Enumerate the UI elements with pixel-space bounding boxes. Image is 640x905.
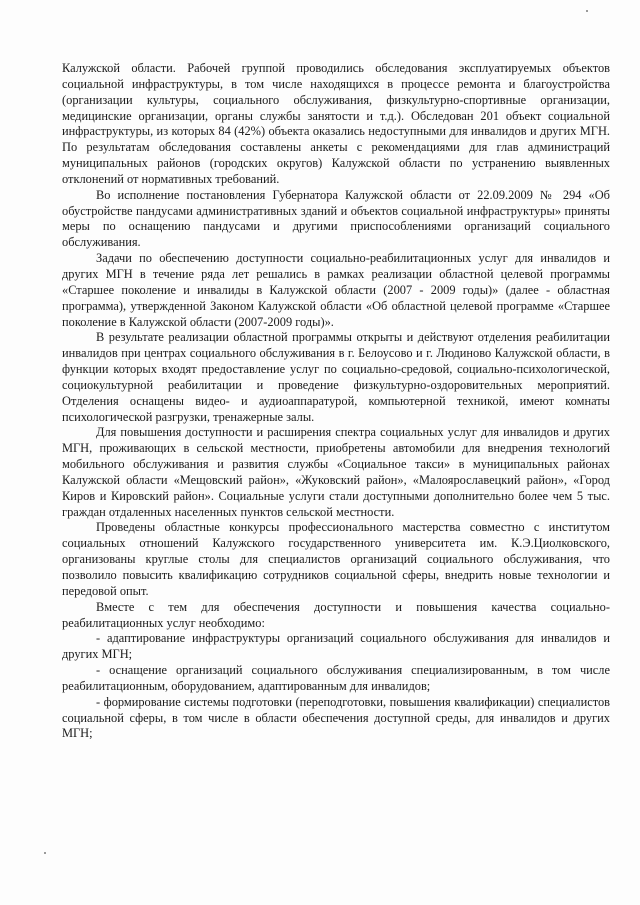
paragraph-competitions: Проведены областные конкурсы профессионального мастерства совместно с институтом социальных отношений Калужского государственного университета им. К.Э.Циолковского, организованы круглые столы для специалистов организаций социального обслуживания, что позволило повысить квалификацию сотрудников социальной сферы, внедрить новые технологии и передовой опыт.	[62, 520, 610, 598]
paragraph-program-tasks: Задачи по обеспечению доступности социально-реабилитационных услуг для инвалидов и других МГН в течение ряда лет решались в рамках реализации областной целевой программы «Старшее поколение и инвалиды в Калужской области (2007 - 2009 годы)» (далее - областная программа), утвержденной Законом Калужской области «Об областной целевой программе «Старшее поколение в Калужской области (2007-2009 годы)».	[62, 251, 610, 329]
document-body	[62, 61, 610, 742]
list-item-equipment: - оснащение организаций социального обслуживания специализированным, в том числе реабилитационным, оборудованием, адаптированным для инвалидов;	[62, 663, 610, 693]
paragraph-inspection-results: Калужской области. Рабочей группой проводились обследования эксплуатируемых объектов социальной инфраструктуры, в том числе находящихся в процессе ремонта и благоустройства (организации культуры, социального обслуживания, физкультурно-спортивные организации, медицинские организации, органы службы занятости и т.д.). Обследован 201 объект социальной инфраструктуры, из которых 84 (42%) объекта оказались недоступными для инвалидов и других МГН. По результатам обследования составлены анкеты с рекомендациями для глав администраций муниципальных районов (городских округов) Калужской области по устранению выявленных отклонений от нормативных требований.	[62, 61, 610, 186]
list-item-infrastructure: - адаптирование инфраструктуры организаций социального обслуживания для инвалидов и других МГН;	[62, 631, 610, 662]
paragraph-necessary-measures: Вместе с тем для обеспечения доступности и повышения качества социально-реабилитационных услуг необходимо:	[62, 599, 610, 630]
paragraph-social-taxi: Для повышения доступности и расширения спектра социальных услуг для инвалидов и других МГН, проживающих в сельской местности, приобретены автомобили для внедрения технологий мобильного обслуживания и развития службы «Социальное такси» в муниципальных районах Калужской области «Мещовский район», «Жуковский район», «Малоярославецкий район», «Город Киров и Кировский район». Социальные услуги стали доступными дополнительно более чем 5 тыс. граждан отдаленных населенных пунктов сельской местности.	[62, 425, 610, 519]
paragraph-rehabilitation-departments: В результате реализации областной программы открыты и действуют отделения реабилитации инвалидов при центрах социального обслуживания в г. Белоусово и г. Людиново Калужской области, в функции которых входят предоставление услуг по социально-средовой, социально-психологической, социокультурной реабилитации и проведение физкультурно-оздоровительных мероприятий. Отделения оснащены видео- и аудиоаппаратурой, компьютерной техникой, имеют комнаты психологической разгрузки, тренажерные залы.	[62, 330, 610, 424]
scan-speck-top	[586, 10, 588, 12]
list-item-training: - формирование системы подготовки (переподготовки, повышения квалификации) специалистов социальной сферы, в том числе в области обеспечения доступной среды, для инвалидов и других МГН;	[62, 694, 610, 741]
paragraph-governor-resolution: Во исполнение постановления Губернатора Калужской области от 22.09.2009 № 294 «Об обустройстве пандусами административных зданий и объектов социальной инфраструктуры» приняты меры по оснащению пандусами и другими приспособлениями организаций социального обслуживания.	[62, 187, 610, 250]
scan-speck-left	[44, 852, 46, 854]
